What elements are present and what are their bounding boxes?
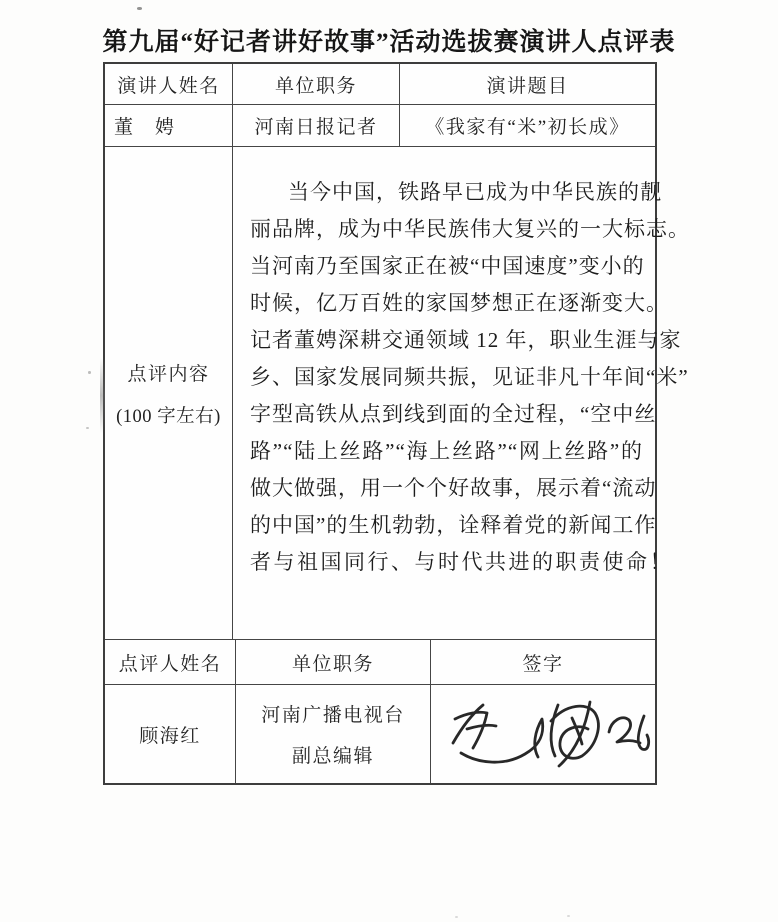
speaker-comment-section	[105, 64, 690, 640]
comment-label-line1: 点评内容	[127, 363, 210, 385]
header-signature: 签字	[431, 640, 655, 685]
scan-speck	[86, 427, 89, 429]
signature-cell	[431, 685, 655, 783]
reviewer-unit-value	[236, 685, 431, 783]
scan-speck	[88, 371, 91, 374]
comment-line: 做大做强，用一个个好故事，展示着“流动	[250, 476, 657, 500]
scan-speck	[567, 915, 570, 917]
form-title: 第九届“好记者讲好故事”活动选拔赛演讲人点评表	[102, 29, 676, 56]
comment-line: 记者董娉深耕交通领域 12 年，职业生涯与家	[250, 328, 682, 352]
speaker-name-value: 董 娉	[105, 105, 233, 147]
header-speech-topic: 演讲题目	[400, 64, 655, 105]
reviewer-section	[105, 640, 655, 783]
comment-line: 当今中国，铁路早已成为中华民族的靓	[288, 180, 662, 204]
comment-line: 者与祖国同行、与时代共进的职责使命！	[250, 550, 673, 574]
comment-content-cell	[233, 147, 690, 640]
speaker-unit-value: 河南日报记者	[233, 105, 400, 147]
comment-line: 字型高铁从点到线到面的全过程，“空中丝	[250, 402, 657, 426]
header-speaker-name: 演讲人姓名	[105, 64, 233, 105]
reviewer-unit-line2: 副总编辑	[291, 746, 374, 767]
evaluation-form-table	[103, 62, 690, 785]
scan-speck	[137, 7, 142, 10]
comment-label-line2: (100 字左右)	[116, 406, 221, 427]
comment-line: 当河南乃至国家正在被“中国速度”变小的	[250, 254, 645, 278]
header-reviewer-name: 点评人姓名	[105, 640, 236, 685]
comment-label-cell	[105, 147, 233, 640]
header-reviewer-unit: 单位职务	[236, 640, 431, 685]
speech-topic-value: 《我家有“米”初长成》	[400, 105, 655, 147]
scan-speck	[455, 916, 458, 918]
comment-line: 时候，亿万百姓的家国梦想正在逐渐变大。	[250, 291, 668, 315]
comment-line: 丽品牌，成为中华民族伟大复兴的一大标志。	[250, 217, 690, 241]
comment-line: 乡、国家发展同频共振，见证非凡十年间“米”	[250, 365, 689, 389]
header-speaker-unit: 单位职务	[233, 64, 400, 105]
reviewer-name-value: 顾海红	[105, 685, 236, 783]
handwritten-signature	[439, 691, 651, 777]
comment-line: 路”“陆上丝路”“海上丝路”“网上丝路”的	[250, 439, 643, 463]
comment-line: 的中国”的生机勃勃，诠释着党的新闻工作	[250, 513, 657, 537]
reviewer-unit-line1: 河南广播电视台	[261, 705, 405, 726]
